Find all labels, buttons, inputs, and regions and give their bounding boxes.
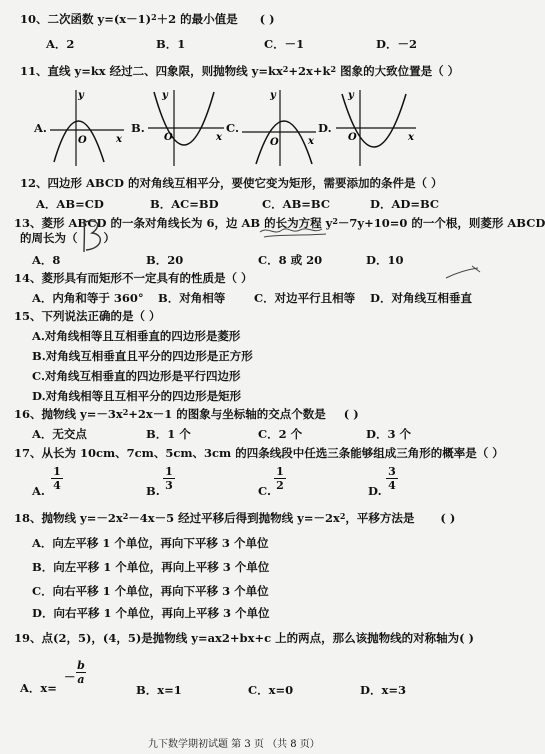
q19-option-b: B．x=1	[136, 683, 182, 697]
svg-text:x: x	[116, 134, 122, 145]
q16-option-a: A．无交点	[32, 427, 87, 441]
q12-option-c: C．AB=BC	[262, 197, 331, 211]
q19-option-a-sign: －	[64, 670, 76, 684]
q18-option-c: C．向右平移 1 个单位，再向下平移 3 个单位	[32, 584, 269, 598]
q11-graph-c	[240, 88, 318, 168]
q13-option-a: A．8	[32, 253, 61, 267]
q11-label-b: B.	[131, 121, 145, 135]
handwritten-scribble	[258, 222, 330, 240]
svg-text:y: y	[78, 90, 84, 101]
q19-option-a-prefix: A．x=	[20, 681, 57, 695]
q11-graph-a	[48, 88, 126, 168]
q19-option-d: D．x=3	[360, 683, 406, 697]
q13-stem: 13、菱形 ABCD 的一条对角线长为 6，边 AB 的长为方程 $y^2-7y+10=0$ 的一个根，则菱形 ABCD	[14, 216, 545, 230]
q17-option-d-fraction: 3 4	[386, 466, 398, 491]
svg-text:O: O	[164, 132, 173, 143]
q13-stem-line2: 的周长为（ ）	[20, 231, 115, 245]
q15-option-a: A.对角线相等且互相垂直的四边形是菱形	[32, 329, 241, 343]
q10-option-a: A．2	[46, 37, 75, 51]
q16-stem: 16、抛物线 $y=-3x^2+2x-1$ 的图象与坐标轴的交点个数是 ( )	[14, 407, 359, 421]
svg-text:y: y	[162, 90, 168, 101]
q11-stem: 11、直线 y=kx 经过二、四象限，则抛物线 $y=kx^2+2x+k^2$ 图象的大致位置是（ ）	[20, 64, 460, 78]
q14-option-b: B．对角相等	[158, 291, 226, 305]
q14-option-a: A．内角和等于 360°	[32, 291, 144, 305]
q14-stem: 14、菱形具有而矩形不一定具有的性质是（ ）	[14, 271, 253, 285]
q17-option-c-fraction: 1 2	[274, 466, 286, 491]
q11-graph-b	[146, 88, 226, 168]
q10-option-d: D．－2	[376, 37, 417, 51]
svg-text:O: O	[348, 132, 357, 143]
q19-option-a-fraction: b a	[77, 659, 85, 686]
q12-option-a: A．AB=CD	[36, 197, 104, 211]
q15-option-c: C.对角线互相垂直的四边形是平行四边形	[32, 369, 241, 383]
q14-option-d: D．对角线互相垂直	[370, 291, 472, 305]
q15-option-d: D.对角线相等且互相平分的四边形是矩形	[32, 389, 242, 403]
q11-label-c: C.	[226, 121, 239, 135]
q16-option-b: B．1 个	[146, 427, 191, 441]
q13-option-b: B．20	[146, 253, 184, 267]
q10-stem: 10、二次函数 $y=(x-1)^2+2$ 的最小值是 ( )	[20, 12, 275, 26]
q17-option-d-letter: D.	[368, 484, 382, 498]
q15-stem: 15、下列说法正确的是（ ）	[14, 309, 161, 323]
q16-option-c: C．2 个	[258, 427, 303, 441]
q11-label-a: A.	[34, 121, 47, 135]
q12-stem: 12、四边形 ABCD 的对角线互相平分，要使它变为矩形，需要添加的条件是（ ）	[20, 176, 443, 190]
q10-option-b: B．1	[156, 37, 186, 51]
q19-stem: 19、点(2，5)，(4，5)是抛物线 y=ax2+bx+c 上的两点，那么该抛物线的对称轴为( )	[14, 631, 474, 645]
q16-option-d: D．3 个	[366, 427, 411, 441]
q12-option-d: D．AD=BC	[370, 197, 440, 211]
q13-option-c: C．8 或 20	[258, 253, 323, 267]
handwritten-tick	[444, 264, 484, 284]
page-footer: 九下数学期初试题 第 3 页 （共 8 页）	[148, 739, 320, 750]
q17-option-b-fraction: 1 3	[163, 466, 175, 491]
q17-stem: 17、从长为 10cm、7cm、5cm、3cm 的四条线段中任选三条能够组成三角形的概率是（ ）	[14, 446, 504, 460]
q18-option-d: D．向右平移 1 个单位，再向上平移 3 个单位	[32, 606, 270, 620]
svg-text:x: x	[308, 136, 314, 147]
svg-text:O: O	[270, 137, 279, 148]
q14-option-c: C．对边平行且相等	[254, 291, 356, 305]
q13-option-d: D．10	[366, 253, 404, 267]
svg-text:x: x	[216, 132, 222, 143]
q17-option-a-letter: A.	[32, 484, 45, 498]
svg-text:y: y	[270, 90, 276, 101]
q18-option-b: B．向左平移 1 个单位，再向上平移 3 个单位	[32, 560, 270, 574]
svg-text:x: x	[408, 132, 414, 143]
q10-option-c: C．－1	[264, 37, 305, 51]
svg-text:O: O	[78, 135, 87, 146]
q17-option-b-letter: B.	[146, 484, 160, 498]
q11-label-d: D.	[318, 121, 332, 135]
q19-option-c: C．x=0	[248, 683, 294, 697]
q17-option-c-letter: C.	[258, 484, 271, 498]
q17-option-a-fraction: 1 4	[51, 466, 63, 491]
svg-text:y: y	[348, 90, 354, 101]
handwritten-b-mark	[78, 216, 112, 256]
q12-option-b: B．AC=BD	[150, 197, 219, 211]
q18-option-a: A．向左平移 1 个单位，再向下平移 3 个单位	[32, 536, 269, 550]
q15-option-b: B.对角线互相垂直且平分的四边形是正方形	[32, 349, 253, 363]
q18-stem: 18、抛物线 $y=-2x^2-4x-5$ 经过平移后得到抛物线 $y=-2x^2$，平移方法是 ( )	[14, 511, 456, 525]
q11-graph-d	[334, 88, 418, 168]
